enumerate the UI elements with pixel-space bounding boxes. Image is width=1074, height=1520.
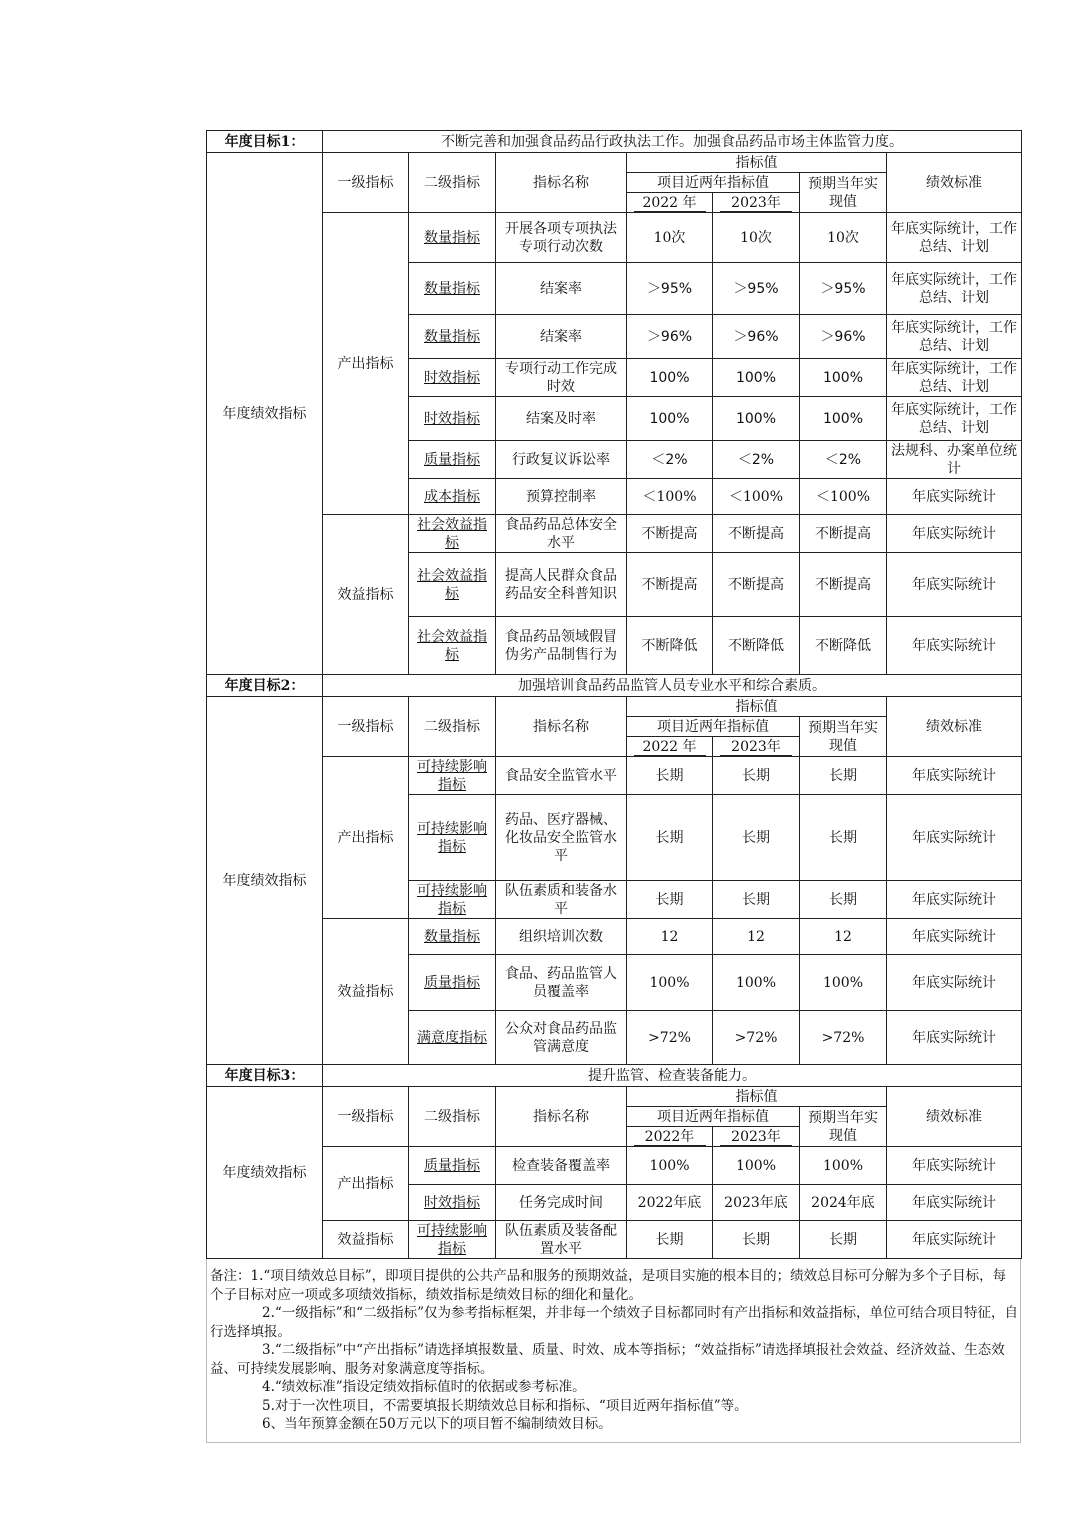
- section-label: 年度绩效指标: [207, 697, 323, 1065]
- level2-cell: 数量指标: [409, 919, 496, 955]
- standard-cell: 年底实际统计，工作总结、计划: [887, 359, 1022, 397]
- header-indicator-value: 指标值: [627, 153, 887, 173]
- value-2022: 10次: [627, 213, 713, 263]
- header-level1: 一级指标: [323, 1087, 409, 1147]
- goal-table-2: [206, 674, 1022, 1065]
- value-expected: 2024年底: [800, 1185, 887, 1221]
- header-expected: 预期当年实现值: [800, 173, 887, 213]
- standard-cell: 年底实际统计: [887, 757, 1022, 795]
- header-recent-years: 项目近两年指标值: [627, 1107, 800, 1127]
- level1-benefit: 效益指标: [323, 515, 409, 675]
- value-expected: 长期: [800, 757, 887, 795]
- value-2022: 不断降低: [627, 617, 713, 675]
- standard-cell: 年底实际统计: [887, 881, 1022, 919]
- indicator-name: 药品、医疗器械、化妆品安全监管水平: [496, 795, 627, 881]
- value-2022: 100%: [627, 359, 713, 397]
- standard-cell: 年底实际统计: [887, 1221, 1022, 1259]
- header-year1: 2022年: [627, 1127, 713, 1147]
- goal-table-1: [206, 130, 1022, 675]
- value-expected: 12: [800, 919, 887, 955]
- value-expected: ＞95%: [800, 263, 887, 315]
- value-expected: 不断降低: [800, 617, 887, 675]
- indicator-name: 食品药品总体安全水平: [496, 515, 627, 553]
- level1-output: 产出指标: [323, 213, 409, 515]
- header-indicator-name: 指标名称: [496, 697, 627, 757]
- value-2023: 长期: [713, 881, 800, 919]
- indicator-name: 结案及时率: [496, 397, 627, 441]
- value-2023: ＞96%: [713, 315, 800, 359]
- value-expected: ＜100%: [800, 479, 887, 515]
- indicator-name: 预算控制率: [496, 479, 627, 515]
- value-expected: 100%: [800, 955, 887, 1011]
- notes-section: [206, 1259, 1021, 1443]
- value-2023: 长期: [713, 1221, 800, 1259]
- header-indicator-value: 指标值: [627, 697, 887, 717]
- value-2023: 长期: [713, 795, 800, 881]
- level2-cell: 质量指标: [409, 955, 496, 1011]
- header-level2: 二级指标: [409, 153, 496, 213]
- indicator-name: 开展各项专项执法专项行动次数: [496, 213, 627, 263]
- indicator-name: 食品药品领域假冒伪劣产品制售行为: [496, 617, 627, 675]
- value-2022: 12: [627, 919, 713, 955]
- note-3: 3.“二级指标”中“产出指标”请选择填报数量、质量、时效、成本等指标；“效益指标”请选择填报社会效益、经济效益、生态效益、可持续发展影响、服务对象满意度等指标。: [210, 1342, 1005, 1377]
- value-expected: 长期: [800, 881, 887, 919]
- header-year1: 2022 年: [627, 193, 713, 213]
- value-expected: 100%: [800, 397, 887, 441]
- level2-cell: 数量指标: [409, 213, 496, 263]
- indicator-name: 食品安全监管水平: [496, 757, 627, 795]
- goal-text: 加强培训食品药品监管人员专业水平和综合素质。: [323, 675, 1022, 697]
- note-2: 2.“一级指标”和“二级指标”仅为参考指标框架，并非每一个绩效子目标都同时有产出指标和效益指标，单位可结合项目特征，自行选择填报。: [210, 1305, 1018, 1340]
- note-6: 6、当年预算金额在50万元以下的项目暂不编制绩效目标。: [262, 1416, 612, 1432]
- value-2022: ＜100%: [627, 479, 713, 515]
- value-2023: 10次: [713, 213, 800, 263]
- indicator-name: 组织培训次数: [496, 919, 627, 955]
- value-2022: 长期: [627, 881, 713, 919]
- value-2022: ＜2%: [627, 441, 713, 479]
- header-indicator-name: 指标名称: [496, 153, 627, 213]
- header-year2: 2023年: [713, 737, 800, 757]
- level2-cell: 质量指标: [409, 441, 496, 479]
- level2-cell: 社会效益指标: [409, 515, 496, 553]
- standard-cell: 年底实际统计，工作总结、计划: [887, 397, 1022, 441]
- value-2022: 长期: [627, 757, 713, 795]
- standard-cell: 年底实际统计，工作总结、计划: [887, 315, 1022, 359]
- note-4: 4.“绩效标准”指设定绩效指标值时的依据或参考标准。: [262, 1379, 586, 1395]
- value-expected: >72%: [800, 1011, 887, 1065]
- level2-cell: 可持续影响 指标: [409, 757, 496, 795]
- value-2022: >72%: [627, 1011, 713, 1065]
- value-expected: 不断提高: [800, 553, 887, 617]
- header-recent-years: 项目近两年指标值: [627, 173, 800, 193]
- value-expected: 长期: [800, 1221, 887, 1259]
- indicator-name: 任务完成时间: [496, 1185, 627, 1221]
- value-2022: ＞96%: [627, 315, 713, 359]
- header-expected: 预期当年实现值: [800, 1107, 887, 1147]
- indicator-name: 队伍素质及装备配置水平: [496, 1221, 627, 1259]
- indicator-name: 食品、药品监管人员覆盖率: [496, 955, 627, 1011]
- level2-cell: 质量指标: [409, 1147, 496, 1185]
- level2-cell: 可持续影响 指标: [409, 1221, 496, 1259]
- performance-goals-sheet: [206, 130, 1021, 1443]
- header-indicator-name: 指标名称: [496, 1087, 627, 1147]
- standard-cell: 年底实际统计: [887, 919, 1022, 955]
- value-2023: ＞95%: [713, 263, 800, 315]
- header-year2: 2023年: [713, 1127, 800, 1147]
- level2-cell: 满意度指标: [409, 1011, 496, 1065]
- level2-cell: 成本指标: [409, 479, 496, 515]
- header-year2: 2023年: [713, 193, 800, 213]
- header-expected: 预期当年实现值: [800, 717, 887, 757]
- standard-cell: 年底实际统计: [887, 515, 1022, 553]
- value-2022: 长期: [627, 795, 713, 881]
- value-expected: 10次: [800, 213, 887, 263]
- header-level2: 二级指标: [409, 1087, 496, 1147]
- value-2023: 100%: [713, 1147, 800, 1185]
- header-standard: 绩效标准: [887, 697, 1022, 757]
- value-2023: ＜100%: [713, 479, 800, 515]
- header-standard: 绩效标准: [887, 153, 1022, 213]
- goal-label: 年度目标1：: [207, 131, 323, 153]
- indicator-name: 提高人民群众食品药品安全科普知识: [496, 553, 627, 617]
- value-expected: 长期: [800, 795, 887, 881]
- goal-text: 不断完善和加强食品药品行政执法工作。加强食品药品市场主体监管力度。: [323, 131, 1022, 153]
- value-2023: ＜2%: [713, 441, 800, 479]
- value-expected: ＜2%: [800, 441, 887, 479]
- level2-cell: 时效指标: [409, 1185, 496, 1221]
- value-expected: 100%: [800, 1147, 887, 1185]
- value-expected: ＞96%: [800, 315, 887, 359]
- level2-cell: 社会效益指标: [409, 553, 496, 617]
- section-label: 年度绩效指标: [207, 1087, 323, 1259]
- standard-cell: 年底实际统计: [887, 617, 1022, 675]
- header-level1: 一级指标: [323, 153, 409, 213]
- value-2023: 100%: [713, 955, 800, 1011]
- level2-cell: 社会效益指标: [409, 617, 496, 675]
- header-recent-years: 项目近两年指标值: [627, 717, 800, 737]
- value-2022: 2022年底: [627, 1185, 713, 1221]
- value-2023: 100%: [713, 359, 800, 397]
- indicator-name: 行政复议诉讼率: [496, 441, 627, 479]
- header-standard: 绩效标准: [887, 1087, 1022, 1147]
- level1-benefit: 效益指标: [323, 919, 409, 1065]
- standard-cell: 年底实际统计: [887, 1147, 1022, 1185]
- value-2023: 2023年底: [713, 1185, 800, 1221]
- value-expected: 不断提高: [800, 515, 887, 553]
- level2-cell: 可持续影响 指标: [409, 881, 496, 919]
- standard-cell: 法规科、办案单位统计: [887, 441, 1022, 479]
- level2-cell: 数量指标: [409, 315, 496, 359]
- goal-label: 年度目标2：: [207, 675, 323, 697]
- value-2022: ＞95%: [627, 263, 713, 315]
- header-year1: 2022 年: [627, 737, 713, 757]
- value-2023: 长期: [713, 757, 800, 795]
- value-2022: 长期: [627, 1221, 713, 1259]
- level2-cell: 时效指标: [409, 359, 496, 397]
- value-2023: 不断降低: [713, 617, 800, 675]
- value-2022: 100%: [627, 397, 713, 441]
- standard-cell: 年底实际统计: [887, 955, 1022, 1011]
- standard-cell: 年底实际统计: [887, 1185, 1022, 1221]
- value-2023: 12: [713, 919, 800, 955]
- standard-cell: 年底实际统计，工作总结、计划: [887, 213, 1022, 263]
- value-2023: 100%: [713, 397, 800, 441]
- header-level1: 一级指标: [323, 697, 409, 757]
- goal-table-3: [206, 1064, 1022, 1259]
- note-1: 备注：1.“项目绩效总目标”，即项目提供的公共产品和服务的预期效益，是项目实施的根本目的；绩效总目标可分解为多个子目标，每个子目标对应一项或多项绩效指标，绩效指标是绩效目标的细化和量化。: [210, 1268, 1007, 1303]
- note-5: 5.对于一次性项目，不需要填报长期绩效总目标和指标、“项目近两年指标值”等。: [262, 1397, 748, 1414]
- level2-cell: 可持续影响 指标: [409, 795, 496, 881]
- indicator-name: 专项行动工作完成时效: [496, 359, 627, 397]
- value-2022: 不断提高: [627, 553, 713, 617]
- level2-cell: 时效指标: [409, 397, 496, 441]
- standard-cell: 年底实际统计: [887, 1011, 1022, 1065]
- value-2023: >72%: [713, 1011, 800, 1065]
- indicator-name: 结案率: [496, 263, 627, 315]
- level1-output: 产出指标: [323, 1147, 409, 1221]
- value-expected: 100%: [800, 359, 887, 397]
- value-2022: 100%: [627, 1147, 713, 1185]
- header-level2: 二级指标: [409, 697, 496, 757]
- level1-output: 产出指标: [323, 757, 409, 919]
- level1-benefit: 效益指标: [323, 1221, 409, 1259]
- header-indicator-value: 指标值: [627, 1087, 887, 1107]
- value-2023: 不断提高: [713, 553, 800, 617]
- indicator-name: 队伍素质和装备水平: [496, 881, 627, 919]
- value-2022: 不断提高: [627, 515, 713, 553]
- level2-cell: 数量指标: [409, 263, 496, 315]
- standard-cell: 年底实际统计: [887, 479, 1022, 515]
- value-2022: 100%: [627, 955, 713, 1011]
- value-2023: 不断提高: [713, 515, 800, 553]
- standard-cell: 年底实际统计，工作总结、计划: [887, 263, 1022, 315]
- indicator-name: 检查装备覆盖率: [496, 1147, 627, 1185]
- standard-cell: 年底实际统计: [887, 553, 1022, 617]
- standard-cell: 年底实际统计: [887, 795, 1022, 881]
- indicator-name: 结案率: [496, 315, 627, 359]
- goal-text: 提升监管、检查装备能力。: [323, 1065, 1022, 1087]
- goal-label: 年度目标3：: [207, 1065, 323, 1087]
- indicator-name: 公众对食品药品监管满意度: [496, 1011, 627, 1065]
- section-label: 年度绩效指标: [207, 153, 323, 675]
